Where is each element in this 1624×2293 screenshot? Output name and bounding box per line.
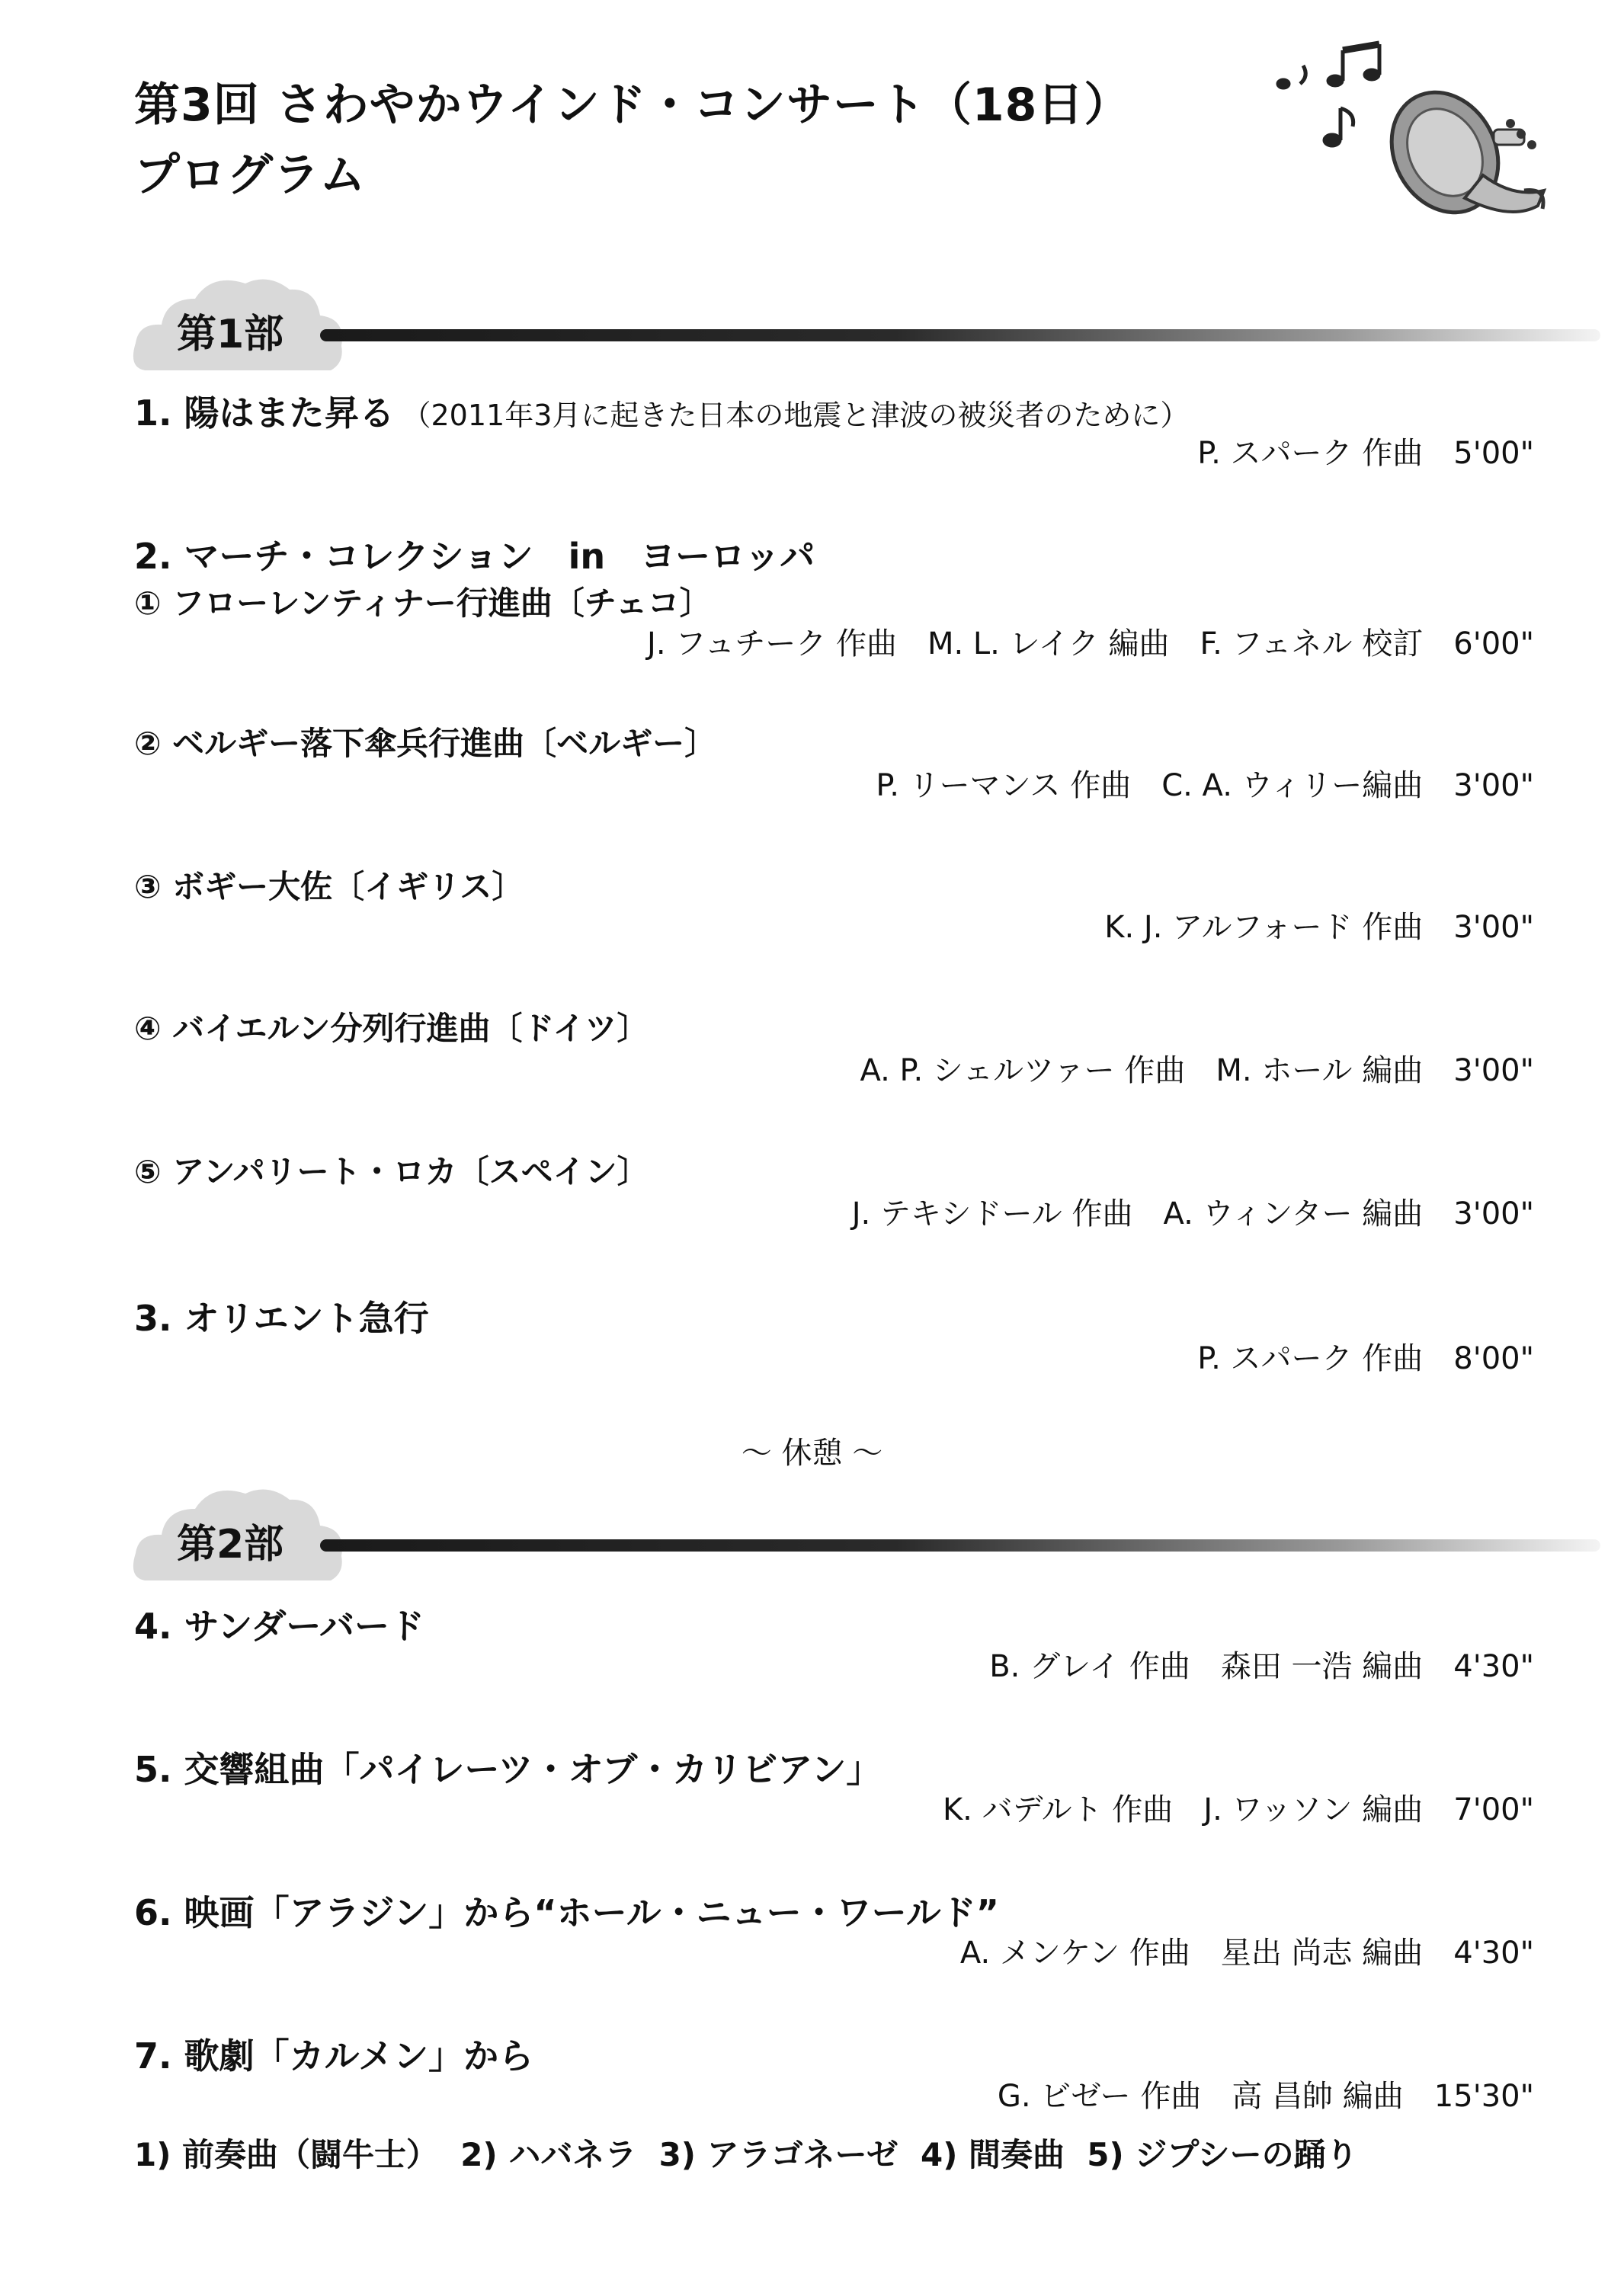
item-2-sub-2-title: ② ベルギー落下傘兵行進曲〔ベルギー〕 <box>134 725 717 762</box>
item-3-credit: P. スパーク 作曲 8'00" <box>1197 1341 1534 1376</box>
item-2-sub-1-title: ① フローレンティナー行進曲〔チェコ〕 <box>134 584 712 622</box>
item-7-credit: G. ビゼー 作曲 高 昌帥 編曲 15'30" <box>997 2079 1534 2114</box>
item-2-sub-1-credit: J. フュチーク 作曲 M. L. レイク 編曲 F. フェネル 校訂 6'00" <box>647 626 1534 661</box>
item-3-title: 3. オリエント急行 <box>134 1298 429 1339</box>
title-line-2: プログラム <box>134 149 367 202</box>
part1-header <box>130 271 1463 378</box>
horn-icon <box>1371 74 1544 232</box>
item-2-sub-2-credit: P. リーマンス 作曲 C. A. ウィリー編曲 3'00" <box>876 768 1534 803</box>
item-2-title: 2. マーチ・コレクション in ヨーロッパ <box>134 536 815 577</box>
item-2-sub-3-title: ③ ボギー大佐〔イギリス〕 <box>134 868 524 905</box>
part1-label: 第1部 <box>177 312 284 357</box>
intermission-text: ～ 休憩 ～ <box>741 1436 883 1471</box>
item-1-title <box>134 390 1189 438</box>
item-6-title: 6. 映画「アラジン」から“ホール・ニュー・ワールド” <box>134 1892 999 1933</box>
item-5-credit: K. バデルト 作曲 J. ワッソン 編曲 7'00" <box>942 1792 1534 1827</box>
item-2-sub-5-credit: J. テキシドール 作曲 A. ウィンター 編曲 3'00" <box>851 1196 1534 1231</box>
program-title <box>134 70 1130 210</box>
item-2-sub-4-credit: A. P. シェルツァー 作曲 M. ホール 編曲 3'00" <box>860 1053 1534 1088</box>
item-1-name: 1. 陽はまた昇る <box>134 392 395 434</box>
item-7-title: 7. 歌劇「カルメン」から <box>134 2035 534 2077</box>
item-4-credit: B. グレイ 作曲 森田 一浩 編曲 4'30" <box>989 1649 1534 1684</box>
item-4-title: 4. サンダーバード <box>134 1606 425 1647</box>
part2-label: 第2部 <box>177 1522 284 1568</box>
item-2-sub-5-title: ⑤ アンパリート・ロカ〔スペイン〕 <box>134 1153 649 1190</box>
item-1-note: （2011年3月に起きた日本の地震と津波の被災者のために） <box>402 399 1190 432</box>
part1-rule <box>320 329 1600 341</box>
item-1-credit: P. スパーク 作曲 5'00" <box>1197 436 1534 471</box>
item-5-title: 5. 交響組曲「パイレーツ・オブ・カリビアン」 <box>134 1749 882 1790</box>
music-decoration <box>1265 38 1555 236</box>
music-notes-icon <box>1276 44 1380 147</box>
part2-header <box>130 1481 1463 1588</box>
item-6-credit: A. メンケン 作曲 星出 尚志 編曲 4'30" <box>959 1936 1534 1971</box>
item-2-sub-3-credit: K. J. アルフォード 作曲 3'00" <box>1104 910 1534 945</box>
item-2-sub-4-title: ④ バイエルン分列行進曲〔ドイツ〕 <box>134 1010 649 1047</box>
carmen-parts-list: 1) 前奏曲（闘牛士） 2) ハバネラ 3) アラゴネーゼ 4) 間奏曲 5) ジプシーの踊り <box>134 2136 1358 2173</box>
part2-rule <box>320 1539 1600 1552</box>
title-line-1: 第3回 さわやかウインド・コンサート（18日） <box>134 78 1131 132</box>
